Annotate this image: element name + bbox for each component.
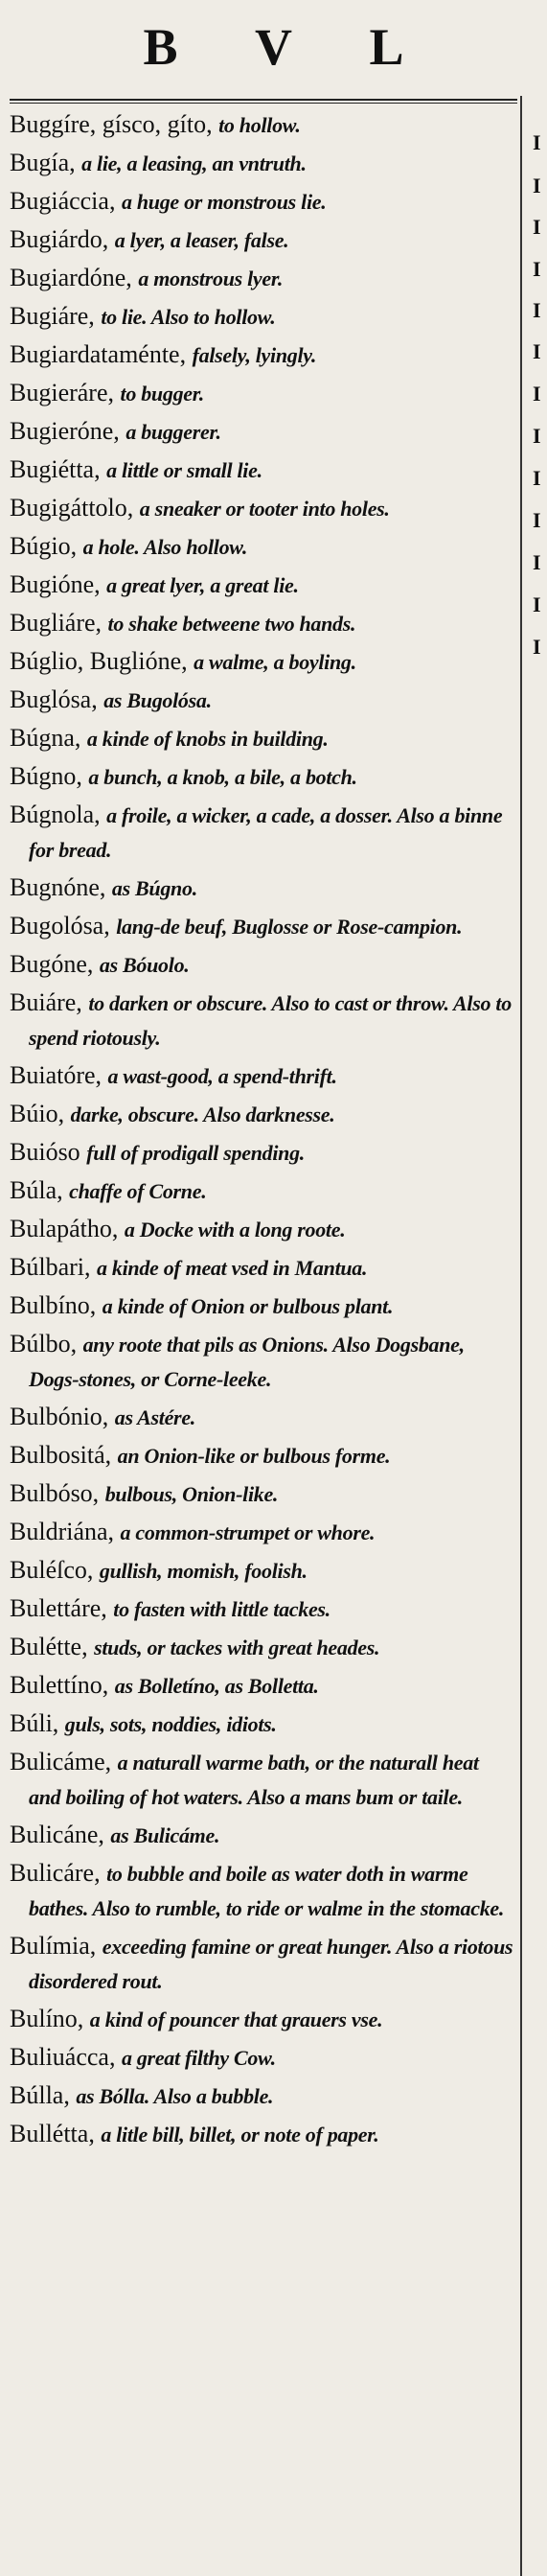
definition: as Bólla. Also a bubble. (76, 2084, 274, 2108)
dictionary-entry (10, 2002, 515, 2036)
definition: a froile, a wicker, a cade, a dosser. Also a binne for bread. (29, 803, 503, 862)
dictionary-entry (10, 1212, 515, 1246)
definition: a great filthy Cow. (121, 2046, 276, 2070)
dictionary-entry (10, 1400, 515, 1434)
definition: to lie. Also to hollow. (101, 305, 276, 329)
dictionary-entry (10, 414, 515, 449)
headword: Búli, (10, 1709, 59, 1737)
headword: Búgno, (10, 762, 82, 790)
dictionary-entry (10, 909, 515, 943)
headword: Búgnola, (10, 801, 101, 828)
cutoff-letter: I (533, 298, 541, 322)
adjacent-column-fragment (533, 104, 547, 2567)
definition: any roote that pils as Onions. Also Dogsbane, Dogs-stones, or Corne-leeke. (29, 1333, 465, 1391)
headword: Búla, (10, 1176, 63, 1204)
definition: falsely, lyingly. (192, 343, 317, 367)
cutoff-letter: I (533, 424, 541, 448)
dictionary-entry (10, 1856, 515, 1925)
definition: to bugger. (120, 382, 204, 406)
definition: studs, or tackes with great heades. (94, 1636, 380, 1659)
dictionary-entry (10, 1097, 515, 1131)
headword: Bulettíno, (10, 1671, 109, 1699)
definition: a Docke with a long roote. (124, 1218, 346, 1242)
dictionary-entry (10, 146, 515, 180)
definition: a sneaker or tooter into holes. (139, 497, 390, 521)
headword: Bulicáme, (10, 1748, 112, 1775)
definition: gullish, momish, foolish. (99, 1559, 308, 1583)
headword: Buióso (10, 1138, 80, 1166)
definition: bulbous, Onion-like. (104, 1482, 279, 1506)
definition: as Bulicáme. (110, 1823, 220, 1847)
dictionary-entry (10, 986, 515, 1055)
dictionary-entry (10, 1135, 515, 1170)
headword: Bugiardataménte, (10, 340, 187, 368)
cutoff-letter: I (533, 339, 541, 363)
headword: Bugieráre, (10, 379, 115, 406)
definition: as Bolletíno, as Bolletta. (114, 1674, 319, 1698)
dictionary-entry (10, 1438, 515, 1473)
headword: Búlla, (10, 2081, 70, 2109)
headword: Bullétta, (10, 2120, 95, 2147)
headword: Búlbo, (10, 1330, 78, 1358)
definition: a bunch, a knob, a bile, a botch. (88, 765, 357, 789)
definition: a little or small lie. (106, 458, 262, 482)
headword: Bugliáre, (10, 609, 103, 637)
cutoff-letter: I (533, 550, 541, 574)
dictionary-entry (10, 1745, 515, 1814)
dictionary-entry (10, 606, 515, 640)
dictionary-entry (10, 1668, 515, 1703)
headword: Bulétte, (10, 1633, 88, 1660)
headword: Bugigáttolo, (10, 494, 134, 522)
headword: Bugiárdo, (10, 225, 109, 253)
definition: a walme, a boyling. (194, 650, 356, 674)
dictionary-entry (10, 1288, 515, 1323)
headword: Bugía, (10, 149, 76, 176)
definition: as Bugolósa. (103, 688, 212, 712)
cutoff-letter: I (533, 257, 541, 281)
dictionary-entry (10, 1476, 515, 1511)
dictionary-entry (10, 491, 515, 525)
dictionary-entry (10, 337, 515, 372)
headword: Bugóne, (10, 950, 94, 978)
dictionary-entry (10, 2040, 515, 2075)
definition: guls, sots, noddies, idiots. (64, 1712, 277, 1736)
dictionary-entry (10, 1630, 515, 1664)
headword: Bugiáccia, (10, 187, 116, 215)
dictionary-entry (10, 568, 515, 602)
headword: Buliuácca, (10, 2043, 116, 2071)
dictionary-entry (10, 1553, 515, 1588)
headword: Bulímia, (10, 1932, 97, 1960)
header-rule (10, 99, 517, 101)
definition: darke, obscure. Also darknesse. (70, 1102, 335, 1126)
headword: Bulettáre, (10, 1594, 107, 1622)
page-header (0, 0, 547, 96)
dictionary-entry (10, 2117, 515, 2151)
headword: Bugiardóne, (10, 264, 132, 291)
definition: a wast-good, a spend-thrift. (107, 1064, 337, 1088)
headword: Buiáre, (10, 988, 82, 1016)
definition: to darken or obscure. Also to cast or throw. Also to spend riotously. (29, 991, 512, 1050)
headword: Bugieróne, (10, 417, 120, 445)
definition: exceeding famine or great hunger. Also a riotous disordered rout. (29, 1935, 513, 1993)
headword: Bulicáne, (10, 1821, 104, 1848)
dictionary-entry (10, 1515, 515, 1549)
dictionary-entry (10, 376, 515, 410)
dictionary-entry (10, 759, 515, 794)
definition: to bubble and boile as water doth in warme bathes. Also to rumble, to ride or walme in the stomacke. (29, 1862, 505, 1920)
dictionary-entry (10, 107, 515, 142)
headword: Bulbóso, (10, 1479, 100, 1507)
entry-column (10, 107, 515, 2566)
dictionary-entry (10, 1250, 515, 1285)
definition: an Onion-like or bulbous forme. (117, 1444, 391, 1468)
headword: Bugiáre, (10, 302, 95, 330)
dictionary-entry (10, 1591, 515, 1626)
headword: Buggíre, gísco, gíto, (10, 110, 213, 138)
definition: to hollow. (218, 113, 301, 137)
dictionary-entry (10, 1929, 515, 1998)
definition: a kinde of Onion or bulbous plant. (102, 1294, 394, 1318)
dictionary-entry (10, 1327, 515, 1396)
column-divider (520, 96, 522, 2576)
headword: Buiatóre, (10, 1061, 103, 1089)
cutoff-letter: I (533, 508, 541, 532)
definition: a common-strumpet or whore. (120, 1520, 376, 1544)
dictionary-entry (10, 453, 515, 487)
running-head: B V L (143, 18, 437, 76)
dictionary-entry (10, 2078, 515, 2113)
dictionary-entry (10, 1173, 515, 1208)
definition: a buggerer. (125, 420, 221, 444)
cutoff-letter: I (533, 382, 541, 406)
headword: Bulbónio, (10, 1403, 109, 1430)
cutoff-letter: I (533, 635, 541, 659)
dictionary-entry (10, 299, 515, 334)
dictionary-entry (10, 870, 515, 905)
dictionary-entry (10, 947, 515, 982)
headword: Búlbari, (10, 1253, 91, 1281)
definition: a hole. Also hollow. (82, 535, 248, 559)
dictionary-entry (10, 721, 515, 755)
dictionary-entry (10, 798, 515, 867)
headword: Bulbositá, (10, 1441, 112, 1469)
cutoff-letter: I (533, 215, 541, 239)
definition: a litle bill, billet, or note of paper. (101, 2123, 379, 2147)
headword: Bulbíno, (10, 1291, 97, 1319)
definition: a great lyer, a great lie. (106, 573, 299, 597)
dictionary-entry (10, 529, 515, 564)
dictionary-entry (10, 1058, 515, 1093)
header-rule-thin (10, 103, 517, 104)
definition: a kinde of knobs in building. (86, 727, 329, 751)
headword: Bulíno, (10, 2005, 84, 2032)
definition: lang-de beuf, Buglosse or Rose-campion. (116, 915, 463, 939)
definition: as Búgno. (111, 876, 197, 900)
headword: Bugolósa, (10, 912, 110, 940)
cutoff-letter: I (533, 466, 541, 490)
cutoff-letter: I (533, 130, 541, 154)
definition: to fasten with little tackes. (113, 1597, 330, 1621)
headword: Buglósa, (10, 685, 98, 713)
dictionary-entry (10, 1818, 515, 1852)
headword: Búio, (10, 1100, 65, 1127)
dictionary-entry (10, 644, 515, 679)
dictionary-entry (10, 1706, 515, 1741)
headword: Bugiétta, (10, 455, 101, 483)
headword: Buldriána, (10, 1518, 115, 1545)
definition: as Bóuolo. (99, 953, 190, 977)
definition: a kind of pouncer that grauers vse. (89, 2007, 383, 2031)
headword: Buléſco, (10, 1556, 94, 1584)
definition: to shake betweene two hands. (107, 612, 356, 636)
dictionary-entry (10, 261, 515, 295)
definition: a naturall warme bath, or the naturall heat and boiling of hot waters. Also a mans bum or taile. (29, 1751, 479, 1809)
definition: a kinde of meat vsed in Mantua. (97, 1256, 368, 1280)
headword: Bugnóne, (10, 873, 106, 901)
headword: Búglio, Buglióne, (10, 647, 188, 675)
cutoff-letter: I (533, 174, 541, 197)
dictionary-entry (10, 184, 515, 219)
definition: as Astére. (114, 1405, 195, 1429)
definition: chaffe of Corne. (69, 1179, 207, 1203)
definition: a lyer, a leaser, false. (114, 228, 289, 252)
definition: a monstrous lyer. (138, 267, 284, 290)
headword: Bulapátho, (10, 1215, 119, 1242)
definition: a huge or monstrous lie. (121, 190, 327, 214)
definition: a lie, a leasing, an vntruth. (81, 151, 307, 175)
headword: Búgna, (10, 724, 81, 752)
dictionary-entry (10, 683, 515, 717)
dictionary-entry (10, 222, 515, 257)
headword: Búgio, (10, 532, 78, 560)
cutoff-letter: I (533, 592, 541, 616)
headword: Bugióne, (10, 570, 101, 598)
definition: full of prodigall spending. (86, 1141, 306, 1165)
headword: Bulicáre, (10, 1859, 101, 1887)
